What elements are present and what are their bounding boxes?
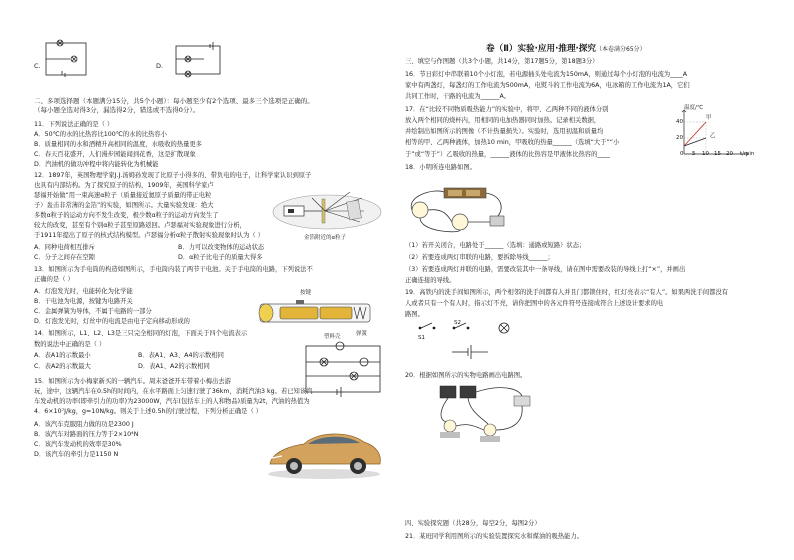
q11-option-c: C．春天百花盛开，人们漫步园能闻到花香，这是扩散现象 bbox=[34, 151, 196, 158]
q13-option-d: D．灯泡发光时，灯丝中的电流是由电子定向移动形成的 bbox=[34, 318, 190, 325]
q21-stem: 21．某班同学利用图所示的实验装置探究水和煤油的吸热能力。 bbox=[405, 533, 584, 540]
q14-line-2: 数的说法中正确的是（ ） bbox=[34, 341, 106, 348]
flashlight-button-label: 按键 bbox=[300, 290, 312, 296]
q17-line-2: 放入两个相同的烧杯内，用相同的电加热器同时加热。记录相关数据， bbox=[405, 117, 601, 124]
q12-line-7: 于1911年提出了原子的核式结构模型。卢瑟福分析α粒子散射实验现象时认为（ ） bbox=[34, 232, 264, 239]
graph-y-label: 温度/℃ bbox=[684, 105, 704, 111]
q15-line-4: 4．6×10⁷J/kg，g=10N/kg。则关于上述0.5h的行驶过程，下列分析正确是（ ） bbox=[34, 408, 263, 415]
q17-line-4: 相等的甲、乙两种液体，加热10 min，甲吸收的热量______（选填“大于”“小 bbox=[405, 139, 620, 146]
q13-line-1: 13．如图所示为手电筒的构造如图所示，手电筒内装了两节干电池。关于手电筒的电路，下列说法不 bbox=[34, 266, 313, 273]
option-d-label: D. bbox=[156, 62, 164, 70]
q13-option-c: C．金属弹簧为导体，不属于电路的一部分 bbox=[34, 308, 152, 315]
q11-option-b: B．质量相同的水和酒精升高相同的温度，水吸收的热量更多 bbox=[34, 141, 203, 148]
q13-line-2: 正确的是（ ） bbox=[34, 276, 74, 283]
graph-series-jia: 甲 bbox=[706, 115, 712, 121]
q13-option-b: B．干电池为电源，按键为电路开关 bbox=[34, 298, 133, 305]
q17-line-3: 并绘制出如图所示的图像（不计热量损失）。实验时，选用初温和质量均 bbox=[405, 128, 604, 135]
rutherford-figure bbox=[272, 190, 382, 234]
q12-line-3: 瑟福开始做“用一束高速α粒子（质量接近氦原子质量的带正电粒 bbox=[34, 192, 212, 199]
q12-line-1: 12．1897年，英国物理学家J.J.汤姆孙发现了比原子小得多的、带负电的电子，让科学家认识到原子 bbox=[34, 172, 312, 179]
q18-part-1: （1）若开关闭合，电路处于______（选填：通路或短路）状态； bbox=[405, 242, 586, 249]
q14-line-1: 14．如图所示，L1、L2、L3是三只完全相同的灯泡，下面关于四个电流表示 bbox=[34, 330, 248, 337]
section4-heading: 四、实验探究题（共28分，每空2分，每图2分） bbox=[405, 520, 541, 527]
switch-s1-label: S1 bbox=[418, 335, 425, 341]
graph-x-label: t/min bbox=[740, 151, 755, 157]
graph-x-tick-15: 15 bbox=[714, 151, 721, 157]
q12-line-5: 多数α粒子的运动方向不发生改变，极少数α粒子的运动方向发生了 bbox=[34, 212, 219, 219]
q14-option-a: A．表A1的示数最小 bbox=[34, 352, 91, 359]
q19-line-2: 人或者只有一个有人时，指示灯不亮，请你把图中的各元件符号连接成符合上述设计要求的电 bbox=[405, 300, 664, 307]
flashlight-spring-label: 弹簧 bbox=[356, 331, 368, 337]
q15-line-1: 15．如图所示为小梅家新买的一辆汽车。周末爸爸开车带着小梅出去游 bbox=[34, 378, 231, 385]
graph-series-yi: 乙 bbox=[710, 133, 716, 139]
q12-option-b: B．力可以改变物体的运动状态 bbox=[178, 244, 265, 251]
q12-line-2: 也具有内部结构。为了探究原子的结构，1909年，英国科学家卢 bbox=[34, 182, 214, 189]
q20-title: 20．根据如图所示的实物电路画出电路图。 bbox=[405, 372, 527, 379]
q15-line-2: 玩，途中，这辆汽车在0.5h的时间内，在水平路面上匀速行驶了36km，消耗汽油3 kg。若已知该汽 bbox=[34, 388, 313, 395]
q14-option-c: C．表A2的示数最大 bbox=[34, 363, 91, 370]
graph-x-tick-10: 10 bbox=[702, 151, 709, 157]
q12-option-d: D．α粒子比电子的质量大得多 bbox=[178, 254, 263, 261]
graph-y-tick-40: 40 bbox=[676, 119, 683, 125]
graph-x-tick-20: 20 bbox=[726, 151, 733, 157]
q14-option-d: D．表A1、A2的示数相同 bbox=[138, 363, 210, 370]
q14-circuit bbox=[300, 340, 386, 398]
q12-line-6: 较大的改变，甚至有个别α粒子甚至原路返回。卢瑟福对实验现象进行分析， bbox=[34, 222, 246, 229]
car-image bbox=[264, 424, 384, 480]
q19-components bbox=[412, 316, 532, 362]
q12-option-a: A．同种电荷相互排斥 bbox=[34, 244, 95, 251]
q16-line-3: 共同工作时，干路的电流为______A。 bbox=[405, 93, 511, 100]
q16-line-2: 家中有两盏灯，每盏灯的工作电流为500mA，电熨斗的工作电流为6A，电冰箱的工作电流为1A，它们 bbox=[405, 82, 690, 89]
q19-line-3: 路图。 bbox=[405, 311, 424, 318]
option-d-circuit bbox=[174, 42, 222, 78]
option-c-label: C. bbox=[34, 62, 41, 70]
q18-part-3b: 正确连接的导线。 bbox=[405, 277, 456, 284]
q15-option-c: C．该汽车发动机的效率是30% bbox=[34, 441, 122, 448]
q12-line-4: 子）轰击非常薄的金箔”的实验，如图所示。大量实验发现：绝大 bbox=[34, 202, 214, 209]
q12-option-c: C．分子之间存在空隙 bbox=[34, 254, 96, 261]
q17-line-1: 17．在“比较不同物质吸热能力”的实验中，将甲、乙两种不同的液体分别 bbox=[405, 106, 609, 113]
q15-option-b: B．该汽车对路面的压力等于2×10⁴N bbox=[34, 431, 139, 438]
flashlight-shell-label: 塑料壳 bbox=[324, 334, 341, 340]
q20-wiring bbox=[430, 382, 540, 444]
section2-heading-2: （每小题全选对得3分，漏选得2分，错选或不选得0分）。 bbox=[34, 106, 200, 114]
q18-title: 18．小明所连电路如图。 bbox=[405, 164, 476, 171]
q15-option-a: A．该汽车克服阻力做的功是2300 J bbox=[34, 421, 134, 428]
graph-x-tick-5: 5 bbox=[692, 151, 696, 157]
section2-heading: 二、多项选择题（本题满分15分，共5个小题）：每小题至少有2个选项、最多三个选项是正确的。 bbox=[34, 97, 314, 105]
q18-part-2: （2）若要连成两灯串联的电路，要拆除导线______； bbox=[405, 254, 554, 261]
volume-title: 卷（Ⅱ）实验·应用·推理·探究（本卷满分65分） bbox=[486, 44, 646, 54]
q11-option-a: A．50℃的水的比热容比100℃的水的比热容小 bbox=[34, 131, 167, 138]
rutherford-caption: 金箔附近的α粒子 bbox=[304, 235, 347, 241]
q19-line-1: 19．高铁内的洗手间如图所示，两个相邻的洗手间都有人并且门都锁住时，红灯亮表示“有人”。如果两洗手间都没有 bbox=[405, 289, 729, 296]
switch-s2-label: S2 bbox=[454, 320, 461, 326]
q18-part-3: （3）若要连成两灯并联的电路，需要改装其中一条导线，请在图中需要改装的导线上打“×”，并画出 bbox=[405, 266, 686, 273]
q13-option-a: A．灯泡发光时，电能转化为化学能 bbox=[34, 288, 133, 295]
q15-option-d: D．该汽车的牵引力是1150 N bbox=[34, 451, 119, 458]
q11-option-d: D．汽油机的做功冲程中将内能转化为机械能 bbox=[34, 161, 159, 168]
section3-heading: 三、填空与作图题（共3个小题，共14分，第17题5分，第18题3分） bbox=[405, 58, 599, 65]
q18-circuit bbox=[404, 186, 508, 236]
q11-stem: 11．下列说法正确的是（ ） bbox=[34, 121, 114, 128]
q16-line-1: 16．节日彩灯中串联着10个小灯泡，若电源插头处电流为150mA，则通过每个小灯泡的电流为____A bbox=[405, 71, 688, 78]
q15-line-3: 车发动机的功率(即牵引力的功率)为23000W，汽车(包括车上的人和物品)质量为2t，汽油的热值为 bbox=[34, 398, 310, 405]
q14-option-b: B．表A1、A3、A4的示数相同 bbox=[138, 352, 224, 359]
graph-x-tick-0: 0 bbox=[680, 151, 684, 157]
q17-line-5: 于”或“等于”）乙吸收的热量，______液体的比热容是甲液体比热容的____ bbox=[405, 151, 610, 158]
option-c-circuit bbox=[44, 38, 88, 80]
graph-y-tick-20: 20 bbox=[676, 135, 683, 141]
